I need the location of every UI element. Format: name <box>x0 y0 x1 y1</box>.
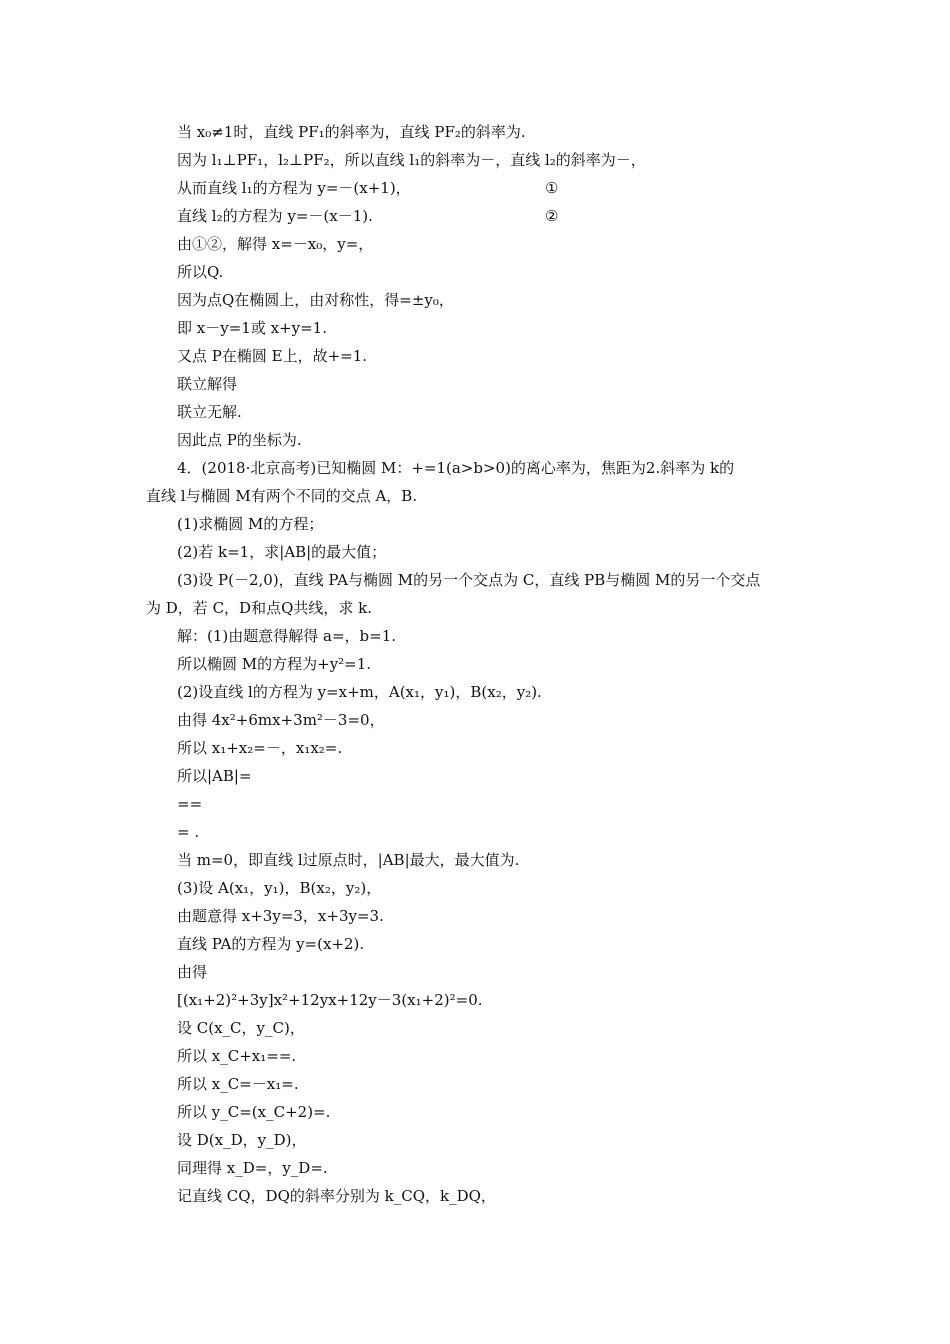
text-line: 即 x－y=1或 x+y=1. <box>177 319 327 337</box>
solution-line: 记直线 CQ，DQ的斜率分别为 k_CQ，k_DQ， <box>177 1187 496 1205</box>
solution-line: 设 D(x_D，y_D)， <box>177 1131 307 1149</box>
solution-line: 解：(1)由题意得解得 a=，b=1. <box>177 627 397 645</box>
solution-line: [(x₁+2)²+3y]x²+12yx+12y－3(x₁+2)²=0. <box>177 991 483 1009</box>
question-line: (3)设 P(－2,0)，直线 PA与椭圆 M的另一个交点为 C，直线 PB与椭圆 M的另一个交点 <box>177 571 761 589</box>
problem-statement-line: 直线 l与椭圆 M有两个不同的交点 A，B. <box>146 487 418 505</box>
solution-line: 所以|AB|= <box>177 767 252 785</box>
solution-line: (3)设 A(x₁，y₁)，B(x₂，y₂)， <box>177 879 382 897</box>
solution-line: 所以 y_C=(x_C+2)=. <box>177 1103 331 1121</box>
solution-line: 由得 4x²+6mx+3m²－3=0， <box>177 711 385 729</box>
solution-line: 设 C(x_C，y_C)， <box>177 1019 305 1037</box>
solution-line: 所以 x_C=－x₁=. <box>177 1075 299 1093</box>
text-line: 因为点Q在椭圆上，由对称性，得=±y₀， <box>177 291 454 309</box>
solution-line: 同理得 x_D=，y_D=. <box>177 1159 328 1177</box>
text-line: 所以Q. <box>177 263 224 281</box>
solution-line: 当 m=0，即直线 l过原点时，|AB|最大，最大值为. <box>177 851 520 869</box>
text-line: 由①②，解得 x=－x₀，y=， <box>177 235 374 253</box>
equation-marker-1: ① <box>545 179 559 197</box>
text-line: 当 x₀≠1时，直线 PF₁的斜率为，直线 PF₂的斜率为. <box>177 123 526 141</box>
solution-line: 直线 PA的方程为 y=(x+2). <box>177 935 365 953</box>
solution-line: = . <box>177 823 200 841</box>
solution-line: 所以 x_C+x₁==. <box>177 1047 297 1065</box>
solution-line: == <box>177 795 203 813</box>
text-line: 联立无解. <box>177 403 242 421</box>
text-line: 联立解得 <box>177 375 238 393</box>
solution-line: 所以椭圆 M的方程为+y²=1. <box>177 655 372 673</box>
text-line: 从而直线 l₁的方程为 y=－(x+1)， <box>177 179 411 197</box>
question-line: 为 D，若 C，D和点Q共线，求 k. <box>146 599 372 617</box>
solution-line: 由得 <box>177 963 208 981</box>
question-line: (2)若 k=1，求|AB|的最大值； <box>177 543 387 561</box>
equation-marker-2: ② <box>545 207 559 225</box>
text-line: 直线 l₂的方程为 y=－(x－1). <box>177 207 373 225</box>
solution-line: (2)设直线 l的方程为 y=x+m，A(x₁，y₁)，B(x₂，y₂). <box>177 683 542 701</box>
problem-statement-line: 4．(2018·北京高考)已知椭圆 M：+=1(a>b>0)的离心率为，焦距为2.斜率为 k的 <box>177 459 735 477</box>
text-line: 因此点 P的坐标为. <box>177 431 302 449</box>
text-line: 又点 P在椭圆 E上，故+=1. <box>177 347 368 365</box>
text-line: 因为 l₁⊥PF₁，l₂⊥PF₂，所以直线 l₁的斜率为－，直线 l₂的斜率为－， <box>177 151 646 169</box>
question-line: (1)求椭圆 M的方程； <box>177 515 324 533</box>
solution-line: 所以 x₁+x₂=－，x₁x₂=. <box>177 739 343 757</box>
solution-line: 由题意得 x+3y=3，x+3y=3. <box>177 907 384 925</box>
